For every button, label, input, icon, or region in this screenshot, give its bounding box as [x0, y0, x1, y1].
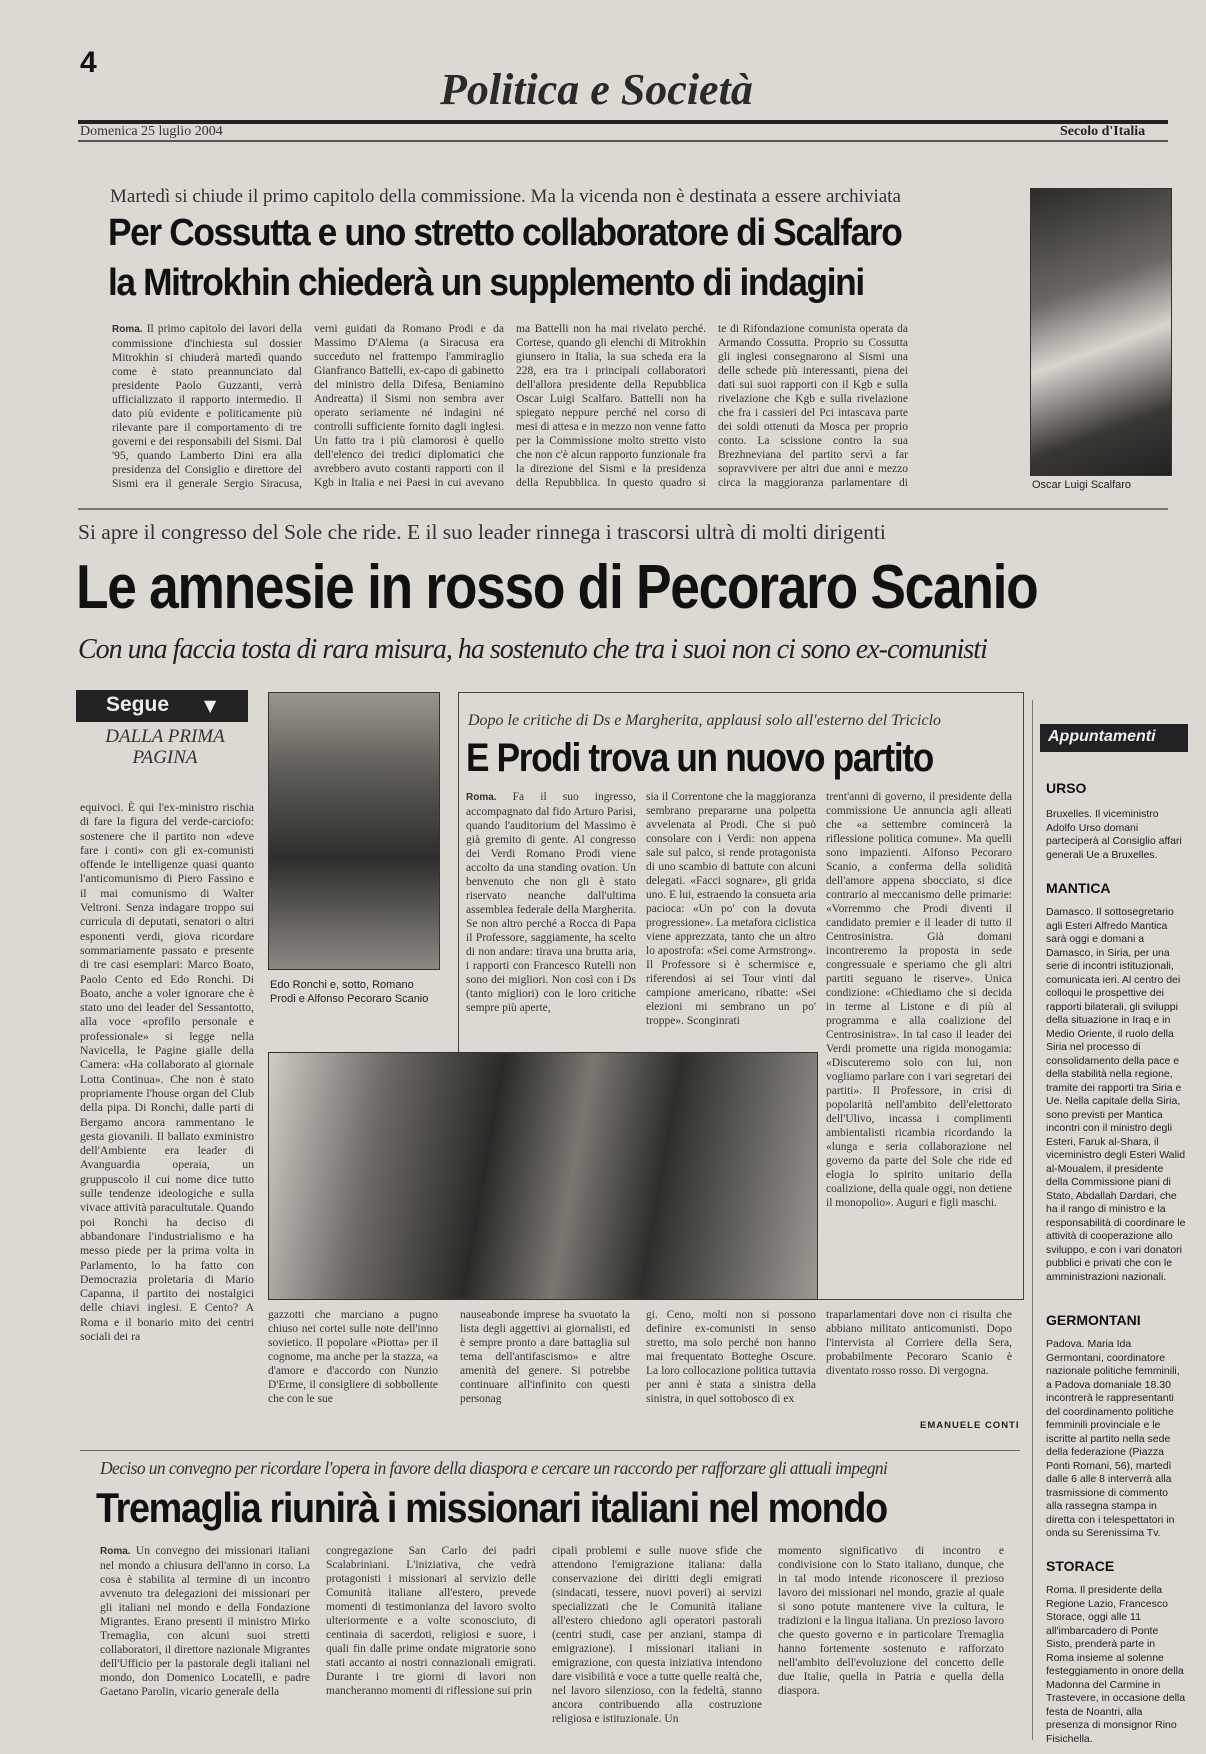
sidebar-item-2-text: Padova. Maria Ida Germontani, coordinatore nazionale politiche femminili, a Padova domaniale 18.30 incontrerà le rappresentanti del coordinamento politiche femminili provinciale e le iscritte al partito nella sede della federazione (Piazza Ponti Romani, 56), martedì dalle 6 alle 8 interverrà alla trasmissione di commento alla rassegna stampa in diretta con i telespettatori in onda su Serenissima Tv. [1046, 1338, 1180, 1539]
article1-dateline: Roma. [112, 324, 143, 335]
section-divider [78, 508, 1168, 510]
article4-dateline: Roma. [100, 1546, 131, 1557]
article1-column-3 [516, 322, 706, 490]
ronchi-photo-caption: Edo Ronchi e, sotto, Romano Prodi e Alfonso Pecoraro Scanio [270, 979, 429, 1005]
article1-column-4 [718, 322, 908, 490]
article3-column-3 [826, 790, 1012, 1294]
sidebar-title-bar [1040, 724, 1188, 752]
article4-text-3: cipali problemi e sulle nuove sfide che attendono l'emigrazione italiana: dalla conservazione dei diritti degli emigrati (sindacati, tessere, nuovi poveri) ai servizi specializzati che le Comunità italiane all'estero chiedono agli operatori pastorali (centri studi, case per anziani, stampa di emigrazione). I missionari italiani in emigrazione, con questa iniziativa intendono dare visibilità e voce a tutte quelle realtà che, nel lavoro silenzioso, con la fedeltà, stanno ancora contribuendo alla costruzione religiosa e istituzionale. Un [552, 1545, 762, 1725]
article1-headline-line1: Per Cossutta e uno stretto collaboratore di Scalfaro [108, 212, 902, 254]
sidebar-item-2-heading: GERMONTANI [1046, 1312, 1141, 1328]
article1-text-4: te di Rifondazione comunista operata da Armando Cossutta. Proprio su Cossutta gli inglesi consegnarono al Sismi una delle schede più interessanti, piena dei dati sui suoi rapporti con il Kgb e sulla rivelazione che Kgb e sulla rivelazione che fra i cassieri del Pci intascava parte dei soldi ottenuti da Mosca per proprio conto. La scissione contro la sua Brezhneviana del partito servì a far sopravvivere per altri due anni e mezzo circa la maggioranza parlamentare di [718, 323, 908, 489]
article3-text-1: Fa il suo ingresso, accompagnato dal fido Arturo Parisi, quando l'auditorium del Massimo è già gremito di gente. Al congresso dei Verdi Romano Prodi viene accolto da una standing ovation. Un benvenuto che non gli è stato riservato neanche dall'ultima assemblea federale della Margherita. Se non altro perché a Rocca di Papa il Professore, saggiamente, ha scelto di non andare: tirava una brutta aria, i rapporti con Francesco Rutelli non sono dei migliori. Non così con i Ds (tanto migliori) con le loro critiche sempre più aperte, [466, 791, 636, 1014]
article4-text-4: momento significativo di incontro e condivisione con lo Stato italiano, dunque, che in tal modo intende riconoscere il prezioso lavoro dei missionari nel mondo, grazie al quale si sono potute mantenere vive la cultura, le tradizioni e la lingua italiana. Un prezioso lavoro che questo governo e in particolare Tremaglia hanno fortemente sostenuto e rafforzato nell'ambito dell'evoluzione del concetto delle due Italie, quella in Patria e quella della diaspora. [778, 1545, 1004, 1697]
article1-column-1 [112, 322, 302, 490]
article1-text-3: ma Battelli non ha mai rivelato perché. Cortese, quando gli elenchi di Mitrokhin giunsero in Italia, la sua scheda era la 228, era tra i principali collaboratori dell'allora presidente della Repubblica Oscar Luigi Scalfaro. Battelli non ha spiegato neppure perché nel corso di mesi di attesa e in mezzo non venne fatto per la Commissione molto stretto visto che non c'è alcun rapporto funzionale fra la direzione del Sismi e la presidenza della Repubblica. In questo quadro si [516, 323, 706, 489]
article3-text-3: trent'anni di governo, il presidente della commissione Ue annuncia agli alleati che «a settembre comincerà la riflessione politica comune». Ma quelli sono impazienti. Alfonso Pecoraro Scanio, a conferma della solidità dell'amore appena sbocciato, si dice contrario al meccanismo delle primarie: «Vorremmo che Prodi diventi il candidato premier e il leader di tutto il Centrosinistra. Già domani incontreremo la proposta in sede congressuale e speriamo che gli altri partiti seguano le riserve». Unica condizione: «Chiediamo che si decida in terme al Listone e di più al programma e alla coalizione del Centrosinistra». In tal caso il leader dei Verdi promette una rigida monogamia: «Discuteremo solo con lui, non vogliamo parlare con i vari segretari dei partiti». Il Professore, in crisi di popolarità nell'ambito dell'elettorato dell'Ulivo, incassa i complimenti ambientalisti ricambia ricordando la «lunga e seria collaborazione nel governo da parte del Sole che ride ed elogia lo spirito unitario della coalizione, della quale oggi, non detiene il monopolio». Auguri e figli maschi. [826, 791, 1012, 1209]
segue-box [76, 690, 248, 722]
sidebar-item-1-text: Damasco. Il sottosegretario agli Esteri Alfredo Mantica sarà oggi e domani a Damasco, in Siria, per una serie di incontri istituzionali, comunicata ieri. Al centro dei colloqui le prospettive dei rapporti bilaterali, gli sviluppi della situazione in Iraq e in Medio Oriente, il ruolo della Siria nel processo di consolidamento della pace e della stabilità nella regione, tramite dei rapporti tra Siria e Ue. Nella capitale della Siria, sono previsti per Mantica incontri con il ministro degli Esteri, Faruk al-Shara, il viceministro degli Esteri Walid al-Moualem, il presidente della Commissione piani di Stato, Abdallah Dardari, che ha il rango di ministro e la responsabilità di coordinare le attività di cooperazione allo sviluppo, e con i vari donatori pubblici e privati che con le amministrazioni nazionali. [1046, 906, 1186, 1283]
article3-dateline: Roma. [466, 792, 497, 803]
article4-text-2: congregazione San Carlo dei padri Scalabriniani. L'iniziativa, che vedrà protagonisti i missionari al servizio delle Comunità italiane all'estero, prevede momenti di testimonianza del lavoro svolto ulteriormente e a volte sconosciuto, di centinaia di sacerdoti, religiosi e suore, i quali fin dalle prime ondate migratorie sono stati accanto ai nostri connazionali emigrati. Durante i tre giorni di lavori non mancheranno momenti di riflessione sui prin [326, 1545, 536, 1697]
sidebar-item-0-text: Bruxelles. Il viceministro Adolfo Urso domani parteciperà al Consiglio affari generali Ue a Bruxelles. [1046, 808, 1182, 861]
page-number: 4 [80, 46, 97, 79]
scalfaro-photo-caption: Oscar Luigi Scalfaro [1032, 479, 1132, 491]
article1-text-2: verni guidati da Romano Prodi e da Massimo D'Alema (a Siracusa era succeduto nel frattempo l'ammiraglio Gianfranco Battelli, ex-capo di gabinetto del ministro della Difesa, Beniamino Andreatta) il Sismi non sembra aver operato seriamente né indagini né controlli sufficiente fornito dagli inglesi. Un fatto tra i più clamorosi è quello dell'elenco dei tredici diplomatici che avrebbero avuto costanti rapporti con il Kgb in Italia e nei Paesi in cui avevano [314, 323, 504, 489]
article4-column-4 [778, 1544, 1004, 1744]
article2-column-2 [268, 1308, 438, 1424]
article2-text-1: equivoci. È qui l'ex-ministro rischia di fare la figura del verde-carciofo: sostenere che il partito non «deve fare i conti» con gli ex-comunisti offende le intelligenze quasi quanto l'anticomunismo di Piero Fassino e il mai comunismo di Walter Veltroni. Senza indagare troppo sui curricula di deputati, senatori o altri esponenti verdi, giova ricordare sommariamente passato e presente di tre casi esemplari: Marco Boato, Paolo Cento ed Edo Ronchi. Di Boato, anche a voler ignorare che è stato uno dei leader del Sessantotto, alla voce «profilo personale e professionale» si legge nella Navicella, le Pagine gialle della Camera: «Ha collaborato al giornale Lotta Continua». Che non è stato propriamente l'house organ del Club della pipa. Di Ronchi, dalle parti di Bergamo ancora rammentano le gesta giovanili. Il ballato exministro dell'Ambiente era leader di Avanguardia operaia, un gruppuscolo il cui nome dice tutto sulle tendenze ideologiche e sulla vivace attività paracultutale. Quando poi Ronchi ha deciso di abbandonare l'industrialismo e ha messo piede per la prima volta in Parlamento, lo ha fatto con Democrazia proletaria di Mario Capanna, il partito dei nostalgici delle chiavi inglesi. E Cento? A Roma e il bonario mito dei centri sociali dei ra [80, 800, 254, 1343]
article1-headline-line2: la Mitrokhin chiederà un supplemento di indagini [108, 262, 864, 304]
prodi-pecoraro-photo [268, 1052, 818, 1300]
article2-column-3 [460, 1308, 630, 1424]
article4-headline: Tremaglia riunirà i missionari italiani nel mondo [96, 1484, 887, 1531]
article2-headline: Le amnesie in rosso di Pecoraro Scanio [76, 553, 1038, 622]
sidebar-item-3-heading: STORACE [1046, 1558, 1115, 1574]
article2-subheadline: Con una faccia tosta di rara misura, ha sostenuto che tra i suoi non ci sono ex-comunisti [78, 634, 987, 665]
article3-headline: E Prodi trova un nuovo partito [466, 736, 933, 780]
article2-column-4 [646, 1308, 816, 1424]
article3-text-2: sia il Correntone che la maggioranza sembrano prepararne una polpetta avvelenata al Prodi. Che si può consolare con i Verdi: non appena sale sul palco, si rende protagonista di uno scambio di battute con alcuni delegati. «Facci sognare», gli grida uno. E lui, estraendo la consueta aria pacioса: «Un po' con la dovuta progressione». La metafora ciclistica viene apprezzata, tanto che un altro lo apostrofa: «Sei come Armstrong». Il Professore si è schermisce e, riferendosi ai sei Tour vinti dal campione americano, ribatte: «Sei elezioni mi sembrano un po' troppe». Sconginrati [646, 791, 816, 1027]
article2-kicker: Si apre il congresso del Sole che ride. E il suo leader rinnega i trascorsi ultrà di molti dirigenti [78, 520, 886, 544]
article4-kicker: Deciso un convegno per ricordare l'opera in favore della diaspora e cercare un raccordo per rafforzare gli attuali impegni [100, 1458, 888, 1478]
article4-column-1 [100, 1544, 310, 1744]
article2-text-3: nauseabonde imprese ha svuotato la lista degli aggettivi ai giornalisti, ed è sempre pronto a dare battaglia sul tema dell'antifascismo» e altre amenità del genere. Si potrebbe continuare all'infinito con questi personag [460, 1309, 630, 1405]
sidebar-divider [1032, 700, 1033, 1740]
masthead: Secolo d'Italia [1060, 124, 1146, 139]
article2-text-4: gi. Ceno, molti non si possono definire ex-comunisti in senso stretto, ma solo perché non hanno mai frequentato Botteghe Oscure. La loro collocazione politica tuttavia per anni è stata a sinistra della sinistra, in quel sottobosco di ex [646, 1309, 816, 1405]
article1-text-1: Il primo capitolo dei lavori della commissione d'inchiesta sul dossier Mitrokhin si chiuderà martedì quando come è stato preannunciato dal presidente Paolo Guzzanti, verrà ufficializzato il rapporto intermedio. Il dato più evidente e politicamente più rilevante pare il comportamento di tre governi e dei responsabili del Sismi. Dal '95, quando Lamberto Dini era alla presidenza del Consiglio e direttore del Sismi era il generale Sergio Siracusa, [112, 323, 302, 490]
segue-arrow-icon: ▼ [204, 696, 217, 715]
article2-byline: EMANUELE CONTI [920, 1420, 1020, 1431]
sidebar-item-3-text: Roma. Il presidente della Regione Lazio, Francesco Storace, oggi alle 11 all'imbarcadero di Ponte Sisto, prenderà parte in Roma insieme al solenne festeggiamento in onore della Madonna del Carmine in Trastevere, in occasione della festa de Noantri, alla presenza di monsignor Rino Fisichella. [1046, 1584, 1186, 1745]
article3-kicker: Dopo le critiche di Ds e Margherita, applausi solo all'esterno del Triciclo [468, 712, 942, 729]
header-rule-thin [78, 140, 1168, 142]
segue-sub: DALLA PRIMA PAGINA [105, 726, 225, 768]
article4-column-3 [552, 1544, 762, 1744]
article1-column-2 [314, 322, 504, 490]
sidebar-title: Appuntamenti [1048, 728, 1156, 745]
article2-column-1 [80, 800, 254, 1423]
header-rule [78, 120, 1168, 124]
segue-label: Segue [106, 693, 170, 716]
sidebar-item-0-heading: URSO [1046, 780, 1087, 796]
article4-column-2 [326, 1544, 536, 1744]
article4-top-rule [80, 1450, 1020, 1451]
article2-text-2: gazzotti che marciano a pugno chiuso nei cortei sulle note dell'inno sovietico. Il popolare «Piotta» per il cognome, ma anche per la stazza, «a d'amore e d'accordo con Nunzio D'Erme, il consigliere di sobbollente che con le sue [268, 1309, 438, 1405]
article3-column-1 [466, 790, 636, 1046]
sidebar-item-1-heading: MANTICA [1046, 880, 1111, 896]
article3-column-2 [646, 790, 816, 1046]
article4-text-1: Un convegno dei missionari italiani nel mondo a chiusura dell'anno in corso. La cosa è stabilita al termine di un incontro avvenuto tra delegazioni dei missionari per gli italiani nel mondo e della Fondazione Migrantes. Erano presenti il ministro Mirko Tremaglia, con alcuni suoi stretti collaboratori, il direttore nazionale Migrantes dell'Ufficio per la pastorale degli italiani nel mondo, don Domenico Locatelli, e padre Gaetano Parolin, vicario generale della [100, 1545, 310, 1698]
article2-column-5 [826, 1308, 1012, 1408]
article1-kicker: Martedì si chiude il primo capitolo della commissione. Ma la vicenda non è destinata a essere archiviata [110, 186, 901, 207]
ronchi-photo [268, 692, 440, 970]
issue-date: Domenica 25 luglio 2004 [80, 124, 223, 139]
scalfaro-photo [1030, 188, 1172, 476]
article2-text-5: traparlamentari dove non ci risulta che abbiano militato anticomunisti. Dopo l'intervista al Corriere della Sera, probabilmente Pecoraro Scanio è diventato rosso rosso. Di vergogna. [826, 1309, 1012, 1377]
section-title: Politica e Società [440, 65, 753, 114]
